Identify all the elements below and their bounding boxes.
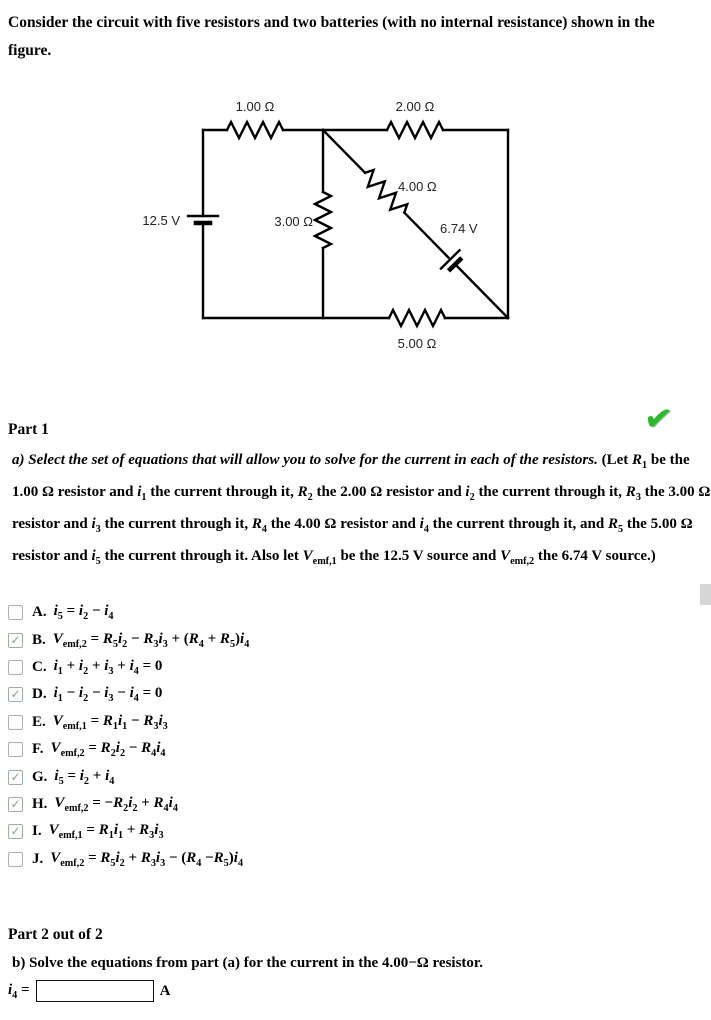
option-checkbox-A[interactable]: [8, 605, 23, 620]
option-letter: I.: [32, 823, 42, 840]
options-list: [8, 599, 708, 873]
option-letter: H.: [32, 795, 48, 812]
option-checkbox-H[interactable]: ✓: [8, 797, 23, 812]
problem-statement: Consider the circuit with five resistors and two batteries (with no internal resistance) shown in the figure.: [8, 14, 655, 59]
part1-heading: Part 1: [8, 421, 49, 438]
option-checkbox-B[interactable]: ✓: [8, 633, 23, 648]
answer-unit-label: A: [159, 982, 171, 999]
option-checkbox-D[interactable]: ✓: [8, 687, 23, 702]
battery2-value-label: 6.74 V: [440, 221, 478, 236]
option-checkbox-F[interactable]: [8, 742, 23, 757]
option-letter: D.: [32, 686, 47, 703]
option-checkbox-E[interactable]: [8, 715, 23, 730]
option-expression: $V_{emf,2} = R_5i_2 + R_3i_3 - (R_4 -R_5)i_4$: [50, 849, 244, 869]
option-letter: F.: [32, 741, 44, 758]
resistor-4-value-label: 4.00 Ω: [398, 179, 437, 194]
option-expression: $i_5 = i_2 + i_4$: [54, 767, 115, 787]
option-row-I: [8, 818, 708, 845]
option-expression: $i_1 - i_2 - i_3 - i_4 = 0$: [53, 685, 163, 705]
option-row-E: [8, 709, 708, 736]
resistor-1-symbol-icon: [227, 122, 283, 138]
option-expression: $V_{emf,1} = R_1i_1 + R_3i_3$: [48, 822, 164, 842]
option-row-J: [8, 846, 708, 873]
option-expression: $V_{emf,1} = R_1i_1 - R_3i_3$: [52, 712, 168, 732]
part1-question: a) Select the set of equations that will allow you to solve for the current in each of the resistors. (Let $R_1$ be the 1.00 Ω resistor and $i_1$ the current through it, $R_2$ the 2.00 Ω resistor and $i_2$ the current through it, $R_3$ the 3.00 Ω resistor and $i_3$ the current through it, $R_4$ the 4.00 Ω resistor and $i_4$ the current through it, and $R_5$ the 5.00 Ω resistor and $i_5$ the current through it. Also let $V_{emf,1}$ be the 12.5 V source and $V_{emf,2}$ the 6.74 V source.): [12, 452, 711, 567]
option-row-D: [8, 681, 708, 708]
option-letter: J.: [32, 850, 44, 867]
answer-variable-label: $i_4$ =: [8, 981, 30, 1001]
part2-question: b) Solve the equations from part (a) for the current in the 4.00−Ω resistor.: [12, 955, 483, 971]
option-checkbox-J[interactable]: [8, 852, 23, 867]
option-letter: B.: [32, 631, 46, 648]
option-row-A: [8, 599, 708, 626]
option-row-F: [8, 736, 708, 763]
answer-input[interactable]: [36, 980, 154, 1002]
answer-row: [8, 980, 170, 1002]
resistor-3-symbol-icon: [315, 192, 331, 248]
option-row-C: [8, 654, 708, 681]
option-row-H: [8, 791, 708, 818]
resistor-1-value-label: 1.00 Ω: [235, 99, 275, 114]
option-expression: $V_{emf,2} = R_5i_2 - R_3i_3 + (R_4 + R_5)i_4$: [52, 630, 250, 650]
resistor-3-value-label: 3.00 Ω: [274, 214, 313, 229]
resistor-2-symbol-icon: [387, 122, 443, 138]
option-checkbox-G[interactable]: ✓: [8, 770, 23, 785]
battery1-value-label: 12.5 V: [142, 213, 180, 228]
option-expression: $V_{emf,2} = R_2i_2 - R_4i_4$: [50, 740, 166, 760]
option-expression: $i_1 + i_2 + i_3 + i_4 = 0$: [53, 657, 163, 677]
option-row-G: [8, 763, 708, 790]
option-letter: G.: [32, 768, 48, 785]
option-checkbox-I[interactable]: ✓: [8, 824, 23, 839]
option-letter: C.: [32, 658, 47, 675]
option-row-B: [8, 626, 708, 653]
part2-heading: Part 2 out of 2: [8, 926, 103, 943]
resistor-5-value-label: 5.00 Ω: [397, 336, 437, 351]
correct-checkmark-icon: ✔: [641, 397, 675, 441]
option-expression: $V_{emf,2} = -R_2i_2 + R_4i_4$: [54, 794, 178, 814]
circuit-figure: [130, 95, 650, 380]
option-expression: $i_5 = i_2 - i_4$: [53, 603, 114, 623]
resistor-2-value-label: 2.00 Ω: [395, 99, 435, 114]
scrollbar-thumb[interactable]: [700, 584, 711, 605]
option-letter: E.: [32, 713, 46, 730]
resistor-5-symbol-icon: [389, 310, 445, 326]
option-checkbox-C[interactable]: [8, 660, 23, 675]
option-letter: A.: [32, 604, 47, 621]
diagonal-wire: [323, 130, 508, 318]
